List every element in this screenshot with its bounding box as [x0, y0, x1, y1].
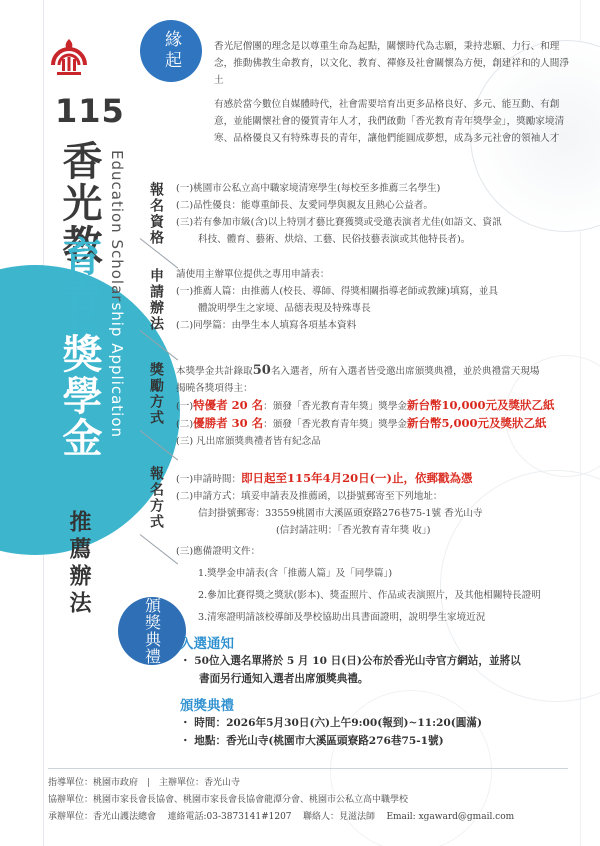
- email-link[interactable]: Email: xgaward@gmail.com: [386, 812, 515, 822]
- divider: [140, 534, 178, 564]
- list-item: (三) 凡出席頒獎典禮者皆有紀念品: [176, 436, 321, 447]
- footer-divider: [48, 768, 568, 769]
- list-item: (二)品性優良：能尊重師長、友愛同學與親友且熱心公益者。: [176, 200, 433, 211]
- list-item: 本獎學金共計錄取50名入選者，所有入選者皆受邀出席頒獎典禮，並於典禮當天現場: [176, 363, 540, 378]
- subtitle: 推薦辦法: [66, 510, 92, 618]
- notice-heading: 入選通知: [180, 636, 234, 652]
- address: 信封掛號郵寄：33559桃園市大溪區頭寮路276巷75-1號 香光山寺: [198, 508, 483, 519]
- list-item: (三)應備證明文件：: [176, 546, 261, 557]
- footer-line: 協辦單位：桃園市家長會長協會、桃園市家長會長協會龍潭分會、桃園市公私立高中職學校: [48, 795, 409, 805]
- list-item: (一)推薦人篇：由推薦人(校長、導師、得獎相關指導老師或教練)填寫，並具: [176, 286, 498, 297]
- ceremony-tag: 頒獎典禮: [118, 597, 186, 665]
- list-item: (一)特優者 20 名：頒發「香光教育青年獎」獎學金新台幣10,000元及獎狀乙紙: [176, 398, 555, 412]
- list-item: 請使用主辦單位提供之專用申請表：: [176, 269, 330, 280]
- year-title: 115: [55, 92, 125, 130]
- reward-title: 獎勵方式: [148, 362, 164, 426]
- origin-paragraph-2: 有感於當今數位自媒體時代，社會需要培育出更多品格良好、多元、能互動、有創意，並能關懷社會的優質青年人才，我們啟動「香光教育青年獎學金」，獎勵家境清寒、品格優良又有特殊專長的青年，讓他們能圓成夢想，成為多元社會的領袖人才: [214, 99, 565, 144]
- list-item: (一)桃園市公私立高中職家境清寒學生(每校至多推薦三名學生): [176, 183, 441, 194]
- list-item: 體說明學生之家境、品德表現及特殊專長: [198, 303, 371, 314]
- footer-line: 承辦單位：香光山護法總會 連絡電話:03-3873141#1207 聯絡人：見滋法師 Email: xgaward@gmail.com: [48, 812, 515, 822]
- reward-list: [176, 362, 555, 450]
- list-item: (一)申請時間：即日起至115年4月20日(一)止，依郵戳為憑: [176, 471, 473, 485]
- method-title: 申請辦法: [148, 268, 164, 332]
- notice-text: ・ 50位入選名單將於 5 月 10 日(日)公布於香光山寺官方網站，並將以 書面另行通知入選者出席頒獎典禮。: [180, 655, 521, 685]
- signup-title: 報名方式: [148, 466, 164, 530]
- list-item: 揭曉各獎項得主：: [176, 383, 253, 394]
- signup-list: [176, 470, 541, 626]
- title-line-3: 獎學金: [56, 333, 103, 459]
- ceremony-details: ・ 時間：2026年5月30日(六)上午9:00(報到)~11:20(圓滿) ・ 地點：香光山寺(桃園市大溪區頭寮路276巷75-1號): [180, 717, 482, 747]
- footer-line: 指導單位：桃園市政府 主辦單位：香光山寺: [48, 778, 241, 788]
- english-title: Education Scholarship Application: [108, 150, 126, 439]
- origin-tag: 緣起: [140, 20, 202, 82]
- eligibility-title: 報名資格: [148, 182, 164, 246]
- list-item: (三)若有參加市級(含)以上特別才藝比賽獲獎或受邀表演者尤佳(如語文、資訊: [176, 217, 502, 228]
- method-list: [176, 266, 498, 334]
- title-line-1: 香光教: [56, 140, 103, 266]
- list-item: (二)同學篇：由學生本人填寫各項基本資料: [176, 320, 357, 331]
- doc-item: 3.清寒證明請該校導師及學校協助出具書面證明，說明學生家境近況: [198, 612, 486, 623]
- eligibility-list: [176, 180, 502, 248]
- origin-paragraph-1: 香光尼僧團的理念是以尊重生命為起點，關懷時代為志願，秉持悲願、力行、和理念，推動佛教生命教育，以文化、教育、禪修及社會關懷為方便，創建祥和的人間淨土: [214, 41, 569, 86]
- list-item: (二)申請方式：填妥申請表及推薦函，以掛號郵寄至下列地址：: [176, 491, 443, 502]
- list-item: 科技、體育、藝術、烘焙、工藝、民俗技藝表演或其他特長者)。: [198, 234, 471, 245]
- temple-logo-icon: [49, 35, 89, 80]
- title-line-2: 育青年: [56, 236, 103, 362]
- ceremony-heading: 頒獎典禮: [180, 698, 234, 714]
- doc-item: 1.獎學金申請表(含「推薦人篇」及「同學篇」): [198, 568, 393, 579]
- footer: [48, 775, 588, 826]
- list-item: (二)優勝者 30 名：頒發「香光教育青年獎」獎學金新台幣5,000元及獎狀乙紙: [176, 416, 547, 430]
- doc-item: 2.參加比賽得獎之獎狀(影本)、獎盃照片、作品或表演照片，及其他相關特長證明: [198, 590, 541, 601]
- envelope-note: (信封請註明：「香光教育青年獎 收」): [276, 525, 431, 536]
